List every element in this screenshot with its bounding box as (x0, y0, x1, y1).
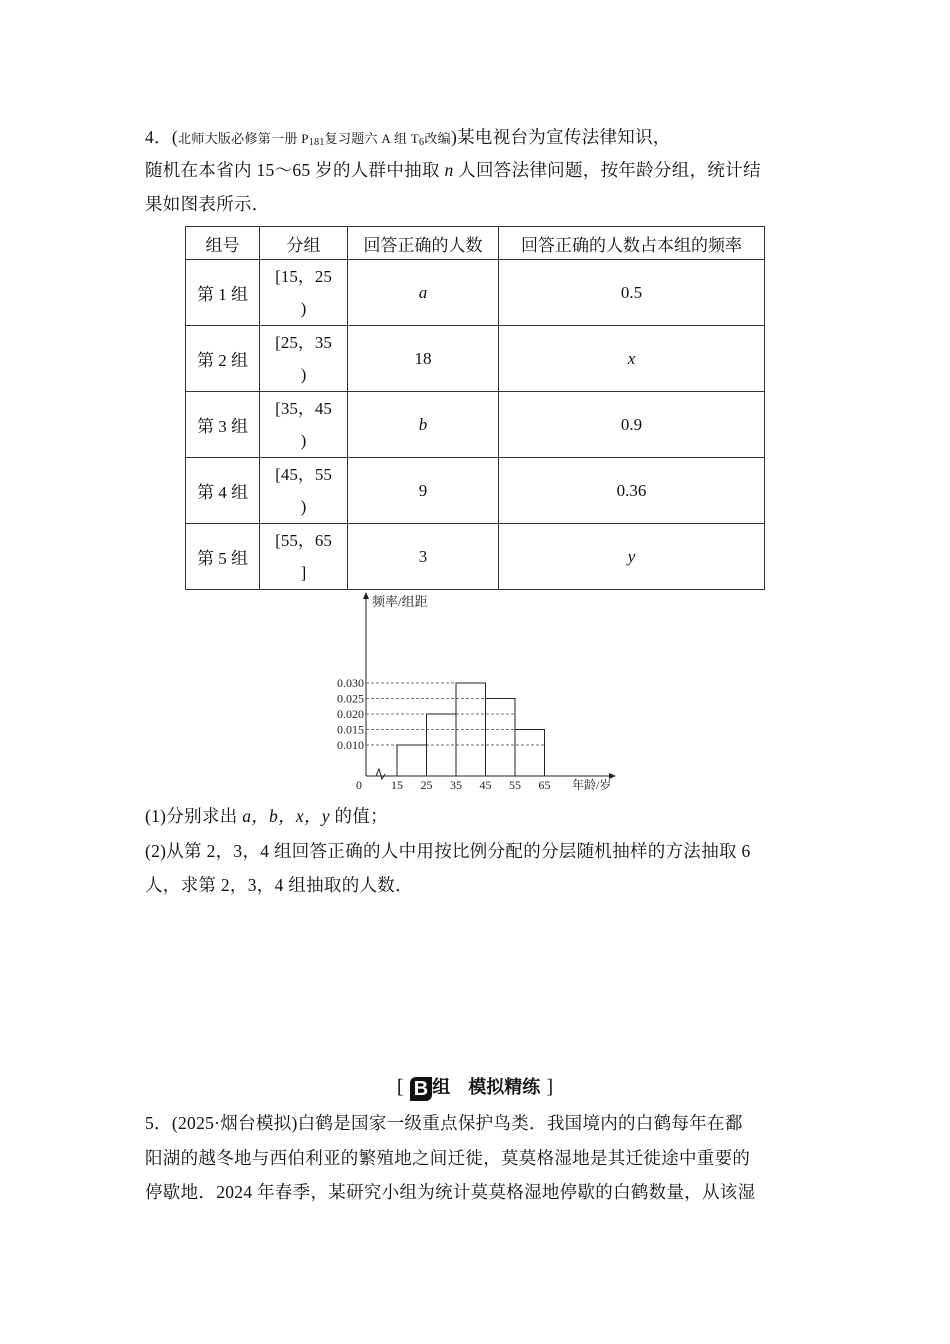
section-heading (0, 1073, 950, 1101)
range-b: ) (300, 496, 307, 516)
part1-vars: a，b，x，y (242, 806, 330, 826)
range-a: [25，35 (275, 332, 332, 352)
cell-freq: 0.5 (499, 260, 765, 326)
cell-count: 9 (348, 458, 499, 524)
q4-line-3: 果如图表所示． (145, 194, 270, 214)
cell-freq (499, 326, 765, 392)
cell-count (348, 392, 499, 458)
y-tick-label: 0.010 (337, 738, 364, 752)
q5-line-2: 阳湖的越冬地与西伯利亚的繁殖地之间迁徙，莫莫格湿地是其迁徙途中重要的 (145, 1148, 751, 1168)
header-count: 回答正确的人数 (348, 227, 499, 260)
freq-value: x (627, 348, 636, 368)
table-row (186, 458, 765, 524)
count-value: a (418, 282, 428, 302)
q4-line2-b: 人回答法律问题，按年龄分组，统计结 (453, 160, 761, 180)
axis-break-mark (376, 769, 385, 779)
cell-range (260, 458, 348, 524)
x-tick-label: 45 (479, 778, 492, 792)
q5-line-3: 停歇地．2024 年春季，某研究小组为统计莫莫格湿地停歇的白鹤数量，从该湿 (145, 1182, 756, 1202)
header-frequency: 回答正确的人数占本组的频率 (499, 227, 765, 260)
q4-source-sub1: 181 (308, 137, 325, 148)
x-axis-label: 年龄/岁 (572, 778, 612, 792)
cell-freq: 0.9 (499, 392, 765, 458)
cell-count: 18 (348, 326, 499, 392)
cell-count: 3 (348, 524, 499, 590)
cell-freq (499, 524, 765, 590)
y-tick-label: 0.030 (337, 676, 364, 690)
data-table (185, 226, 765, 590)
cell-group: 第 3 组 (186, 392, 260, 458)
cell-range (260, 326, 348, 392)
range-b: ) (300, 364, 307, 384)
count-value: b (418, 414, 428, 434)
q4-line-2 (145, 159, 805, 181)
x-tick-label: 35 (450, 778, 462, 792)
part1-a: (1)分别求出 (145, 806, 243, 826)
section-title: 组 模拟精练 (432, 1077, 541, 1098)
y-axis-label: 频率/组距 (372, 594, 428, 609)
table-row (186, 260, 765, 326)
histogram-bar (515, 730, 545, 777)
table-row (186, 524, 765, 590)
q4-part-2-line1: (2)从第 2，3，4 组回答正确的人中用按比例分配的分层随机抽样的方法抽取 6 (145, 841, 751, 861)
range-b: ) (300, 298, 307, 318)
q4-source-c: 改编 (424, 131, 451, 146)
bracket-left: [ (396, 1076, 404, 1098)
q4-part-1 (145, 805, 805, 827)
range-b: ] (300, 562, 307, 582)
freq-value: y (627, 546, 636, 566)
y-axis-arrow (363, 592, 369, 599)
y-tick-label: 0.020 (337, 707, 364, 721)
q4-source-sub2: 6 (419, 137, 425, 148)
y-tick-label: 0.015 (337, 722, 364, 737)
q4-source-a: 北师大版必修第一册 P (177, 131, 309, 146)
range-a: [35，45 (275, 398, 332, 418)
q4-line2-a: 随机在本省内 15～65 岁的人群中抽取 (145, 160, 445, 180)
range-a: [45，55 (275, 464, 332, 484)
cell-count (348, 260, 499, 326)
part1-b: 的值； (329, 806, 388, 826)
header-group-no: 组号 (186, 227, 260, 260)
cell-group: 第 1 组 (186, 260, 260, 326)
var-n: n (444, 160, 454, 180)
origin-label: 0 (356, 778, 362, 792)
cell-range (260, 260, 348, 326)
q4-source-b: 复习题六 A 组 T (324, 131, 420, 146)
x-tick-label: 15 (391, 778, 403, 792)
q4-line-1 (145, 126, 805, 150)
x-tick-label: 25 (420, 778, 433, 792)
q4-number: 4．( (145, 127, 178, 147)
cell-group: 第 2 组 (186, 326, 260, 392)
histogram-chart (320, 590, 630, 800)
cell-group: 第 5 组 (186, 524, 260, 590)
table-row (186, 392, 765, 458)
cell-range (260, 524, 348, 590)
section-badge: B (410, 1077, 432, 1101)
range-a: [55，65 (275, 530, 332, 550)
table-row (186, 326, 765, 392)
table-header-row (186, 227, 765, 260)
histogram-bar (486, 699, 516, 777)
range-a: [15，25 (275, 266, 332, 286)
range-b: ) (300, 430, 307, 450)
q4-part-2-line2: 人，求第 2，3，4 组抽取的人数． (145, 875, 413, 895)
cell-group: 第 4 组 (186, 458, 260, 524)
q5-line-1: 5．(2025·烟台模拟)白鹤是国家一级重点保护鸟类．我国境内的白鹤每年在鄱 (145, 1113, 743, 1133)
histogram-bar (397, 745, 427, 776)
y-tick-label: 0.025 (337, 691, 364, 706)
x-tick-label: 65 (538, 778, 551, 792)
x-tick-label: 55 (509, 778, 521, 792)
cell-range (260, 392, 348, 458)
bracket-right: ] (546, 1076, 554, 1098)
q4-line1-text: )某电视台为宣传法律知识， (450, 127, 671, 147)
cell-freq: 0.36 (499, 458, 765, 524)
header-range: 分组 (260, 227, 348, 260)
